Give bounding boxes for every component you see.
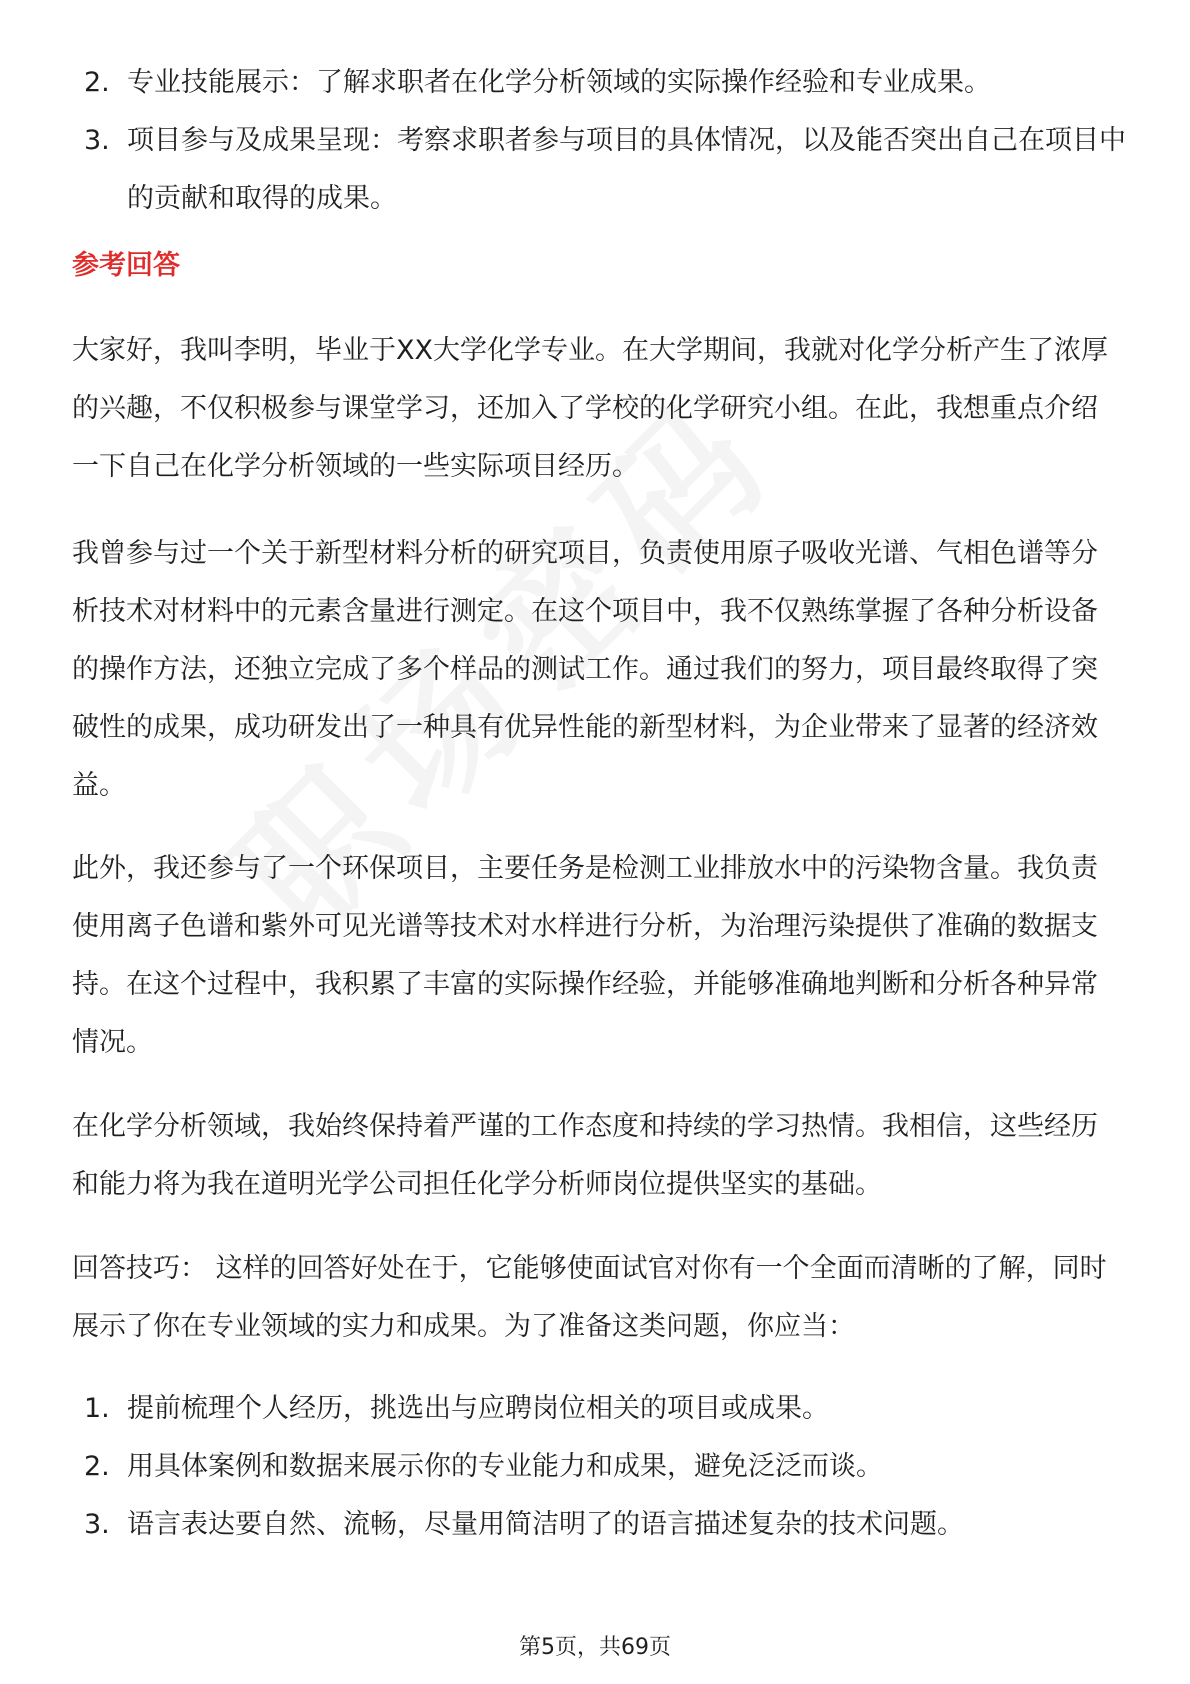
list-number: 2. [84, 1451, 110, 1482]
list-number: 2. [84, 67, 110, 98]
list-item [0, 1380, 1190, 1438]
list-item [0, 112, 1190, 228]
list-number: 1. [84, 1393, 110, 1424]
list-text: 用具体案例和数据来展示你的专业能力和成果，避免泛泛而谈。 [127, 1451, 883, 1482]
answer-paragraph: 我曾参与过一个关于新型材料分析的研究项目，负责使用原子吸收光谱、气相色谱等分析技术对材料中的元素含量进行测定。在这个项目中，我不仅熟练掌握了各种分析设备的操作方法，还独立完成了多个样品的测试工作。通过我们的努力，项目最终取得了突破性的成果，成功研发出了一种具有优异性能的新型材料，为企业带来了显著的经济效益。 [72, 538, 1098, 801]
list-item [0, 1438, 1190, 1496]
list-text: 项目参与及成果呈现：考察求职者参与项目的具体情况，以及能否突出自己在项目中的贡献和取得的成果。 [127, 125, 1126, 214]
page-footer: 第5页，共69页 [519, 1635, 671, 1660]
list-item [0, 54, 1190, 112]
list-text: 提前梳理个人经历，挑选出与应聘岗位相关的项目或成果。 [127, 1393, 829, 1424]
criteria-list [0, 54, 1190, 228]
list-item [0, 1496, 1190, 1554]
list-text: 专业技能展示：了解求职者在化学分析领域的实际操作经验和专业成果。 [127, 67, 991, 98]
list-number: 3. [84, 125, 110, 156]
answer-paragraph: 此外，我还参与了一个环保项目，主要任务是检测工业排放水中的污染物含量。我负责使用离子色谱和紫外可见光谱等技术对水样进行分析，为治理污染提供了准确的数据支持。在这个过程中，我积累了丰富的实际操作经验，并能够准确地判断和分析各种异常情况。 [72, 853, 1098, 1058]
answer-paragraph: 大家好，我叫李明，毕业于XX大学化学专业。在大学期间，我就对化学分析产生了浓厚的兴趣，不仅积极参与课堂学习，还加入了学校的化学研究小组。在此，我想重点介绍一下自己在化学分析领域的一些实际项目经历。 [72, 335, 1108, 482]
tips-list [0, 1380, 1190, 1554]
list-number: 3. [84, 1509, 110, 1540]
section-heading: 参考回答 [72, 250, 180, 281]
list-text: 语言表达要自然、流畅，尽量用简洁明了的语言描述复杂的技术问题。 [127, 1509, 964, 1540]
answer-paragraph: 在化学分析领域，我始终保持着严谨的工作态度和持续的学习热情。我相信，这些经历和能力将为我在道明光学公司担任化学分析师岗位提供坚实的基础。 [72, 1111, 1098, 1200]
tips-paragraph: 回答技巧： 这样的回答好处在于，它能够使面试官对你有一个全面而清晰的了解，同时展示了你在专业领域的实力和成果。为了准备这类问题，你应当： [72, 1253, 1107, 1342]
